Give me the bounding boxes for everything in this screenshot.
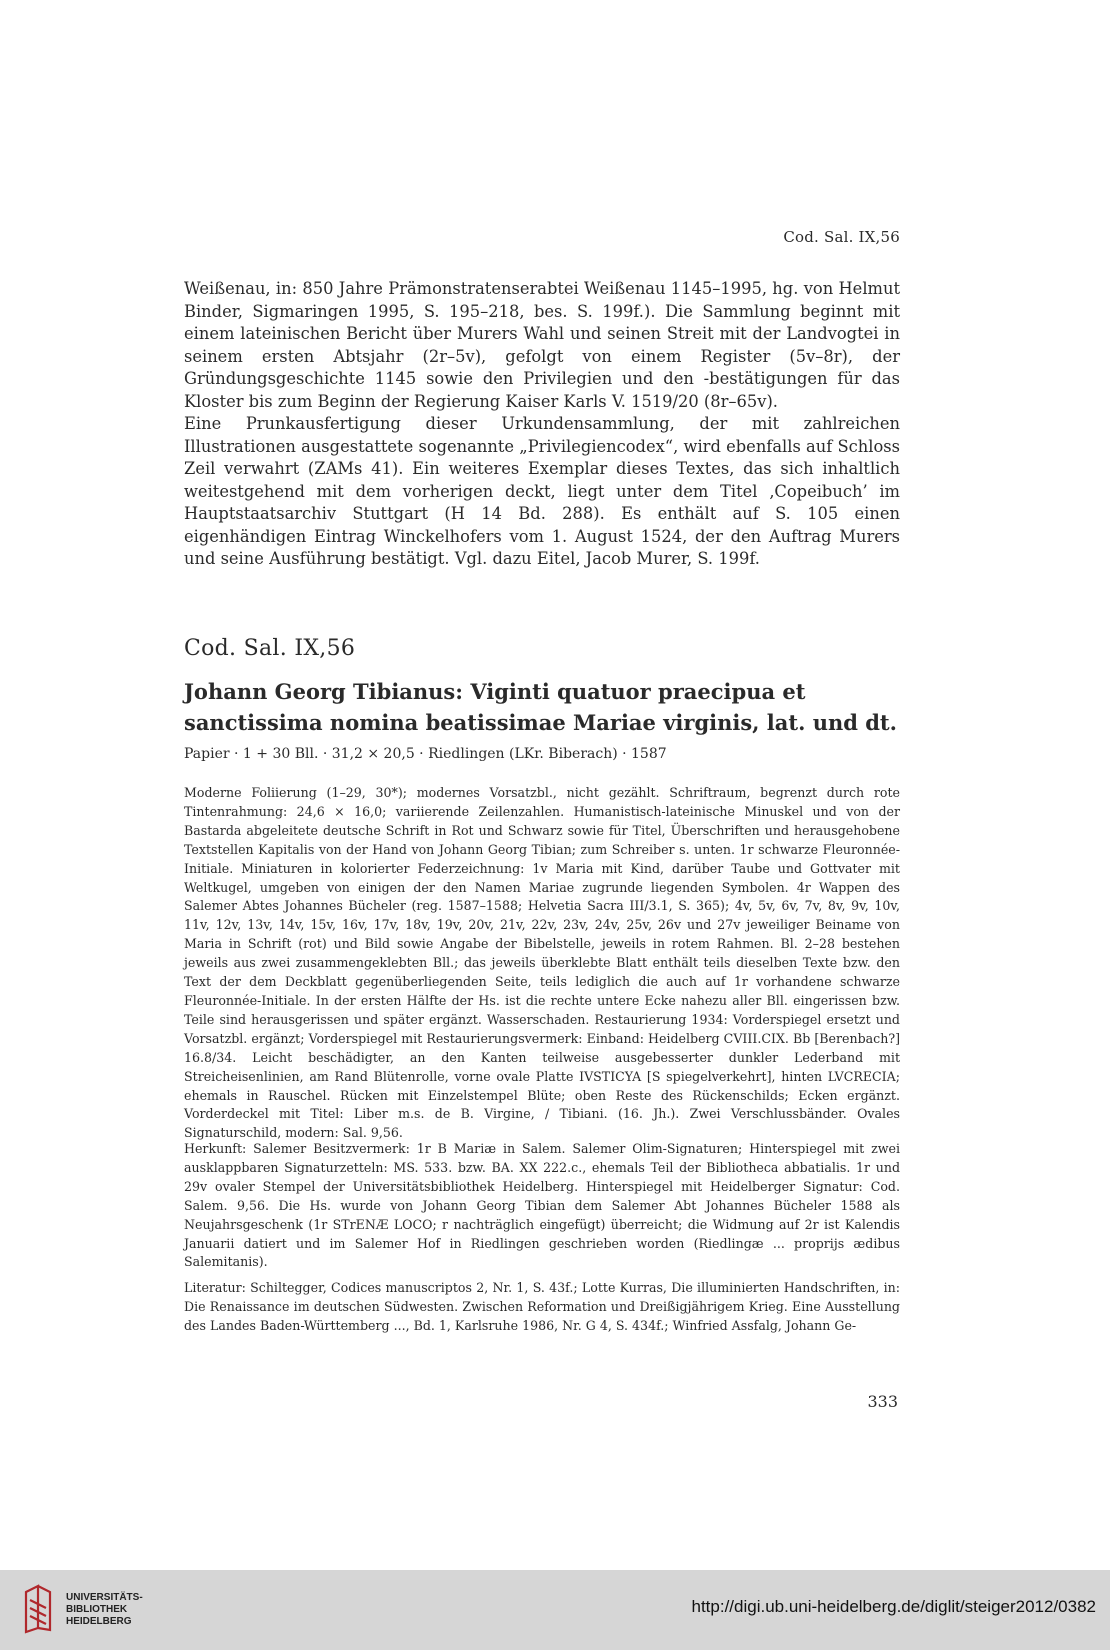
intro-paragraph-2: Eine Prunkausfertigung dieser Urkundensammlung, der mit zahlreichen Illustrationen ausgestattete sogenannte „Privilegiencodex“, wird ebenfalls auf Schloss Zeil verwahrt (ZAMs 41). Ein weiteres Exemplar dieses Textes, das sich inhaltlich weitestgehend mit dem vorherigen deckt, liegt unter dem Titel ‚Copeibuch’ im Hauptstaatsarchiv Stuttgart (H 14 Bd. 288). Es enthält auf S. 105 einen eigenhändigen Eintrag Winckelhofers vom 1. August 1524, der den Auftrag Murers und seine Ausführung bestätigt. Vgl. dazu Eitel, Jacob Murer, S. 199f. xyxy=(184,414,900,568)
entry-meta: Papier · 1 + 30 Bll. · 31,2 × 20,5 · Riedlingen (LKr. Biberach) · 1587 xyxy=(184,746,667,762)
entry-literature: Literatur: Schiltegger, Codices manuscriptos 2, Nr. 1, S. 43f.; Lotte Kurras, Die illuminierten Handschriften, in: Die Renaissance im deutschen Südwesten. Zwischen Reformation und Dreißigjährigem Krieg. Eine Ausstellung des Landes Baden-Württemberg ..., Bd. 1, Karlsruhe 1986, Nr. G 4, S. 434f.; Winfried Assfalg, Johann Ge- xyxy=(184,1280,900,1333)
library-name-line-3: HEIDELBERG xyxy=(66,1616,132,1627)
permalink-url[interactable]: http://digi.ub.uni-heidelberg.de/diglit/steiger2012/0382 xyxy=(691,1597,1096,1616)
library-logo-icon xyxy=(22,1582,62,1634)
library-name-line-2: BIBLIOTHEK xyxy=(66,1604,128,1615)
entry-description: Moderne Foliierung (1–29, 30*); modernes Vorsatzbl., nicht gezählt. Schriftraum, begrenzt durch rote Tintenrahmung: 24,6 × 16,0; variierende Zeilenzahlen. Humanistisch-lateinische Minuskel und von der Bastarda abgeleitete deutsche Schrift in Rot und Schwarz sowie für Titel, Überschriften und herausgehobene Textstellen Kapitalis von der Hand von Johann Georg Tibian; zum Schreiber s. unten. 1r schwarze Fleuronnée-Initiale. Miniaturen in kolorierter Federzeichnung: 1v Maria mit Kind, darüber Taube und Gottvater mit Weltkugel, umgeben von einigen der den Namen Mariae zugrunde liegenden Symbolen. 4r Wappen des Salemer Abtes Johannes Bücheler (reg. 1587–1588; Helvetia Sacra III/3.1, S. 365); 4v, 5v, 6v, 7v, 8v, 9v, 10v, 11v, 12v, 13v, 14v, 15v, 16v, 17v, 18v, 19v, 20v, 21v, 22v, 23v, 24v, 25v, 26v und 27v jeweiliger Beiname von Maria in Schrift (rot) und Bild sowie Angabe der Bibelstelle, jeweils in rotem Rahmen. Bl. 2–28 bestehen jeweils aus zwei zusammengeklebten Bll.; das jeweils überklebte Blatt enthält teils dieselben Texte bzw. den Text der dem Deckblatt gegenüberliegenden Seite, teils lediglich die auch auf 1r vorhandene schwarze Fleuronnée-Initiale. In der ersten Hälfte der Hs. ist die rechte untere Ecke nahezu aller Bll. eingerissen bzw. Teile sind herausgerissen und später ergänzt. Wasserschaden. Restaurierung 1934: Vorderspiegel ersetzt und Vorsatzbl. ergänzt; Vorderspiegel mit Restaurierungsvermerk: Einband: Heidelberg CVIII.CIX. Bb [Berenbach?] 16.8/34. Leicht beschädigter, an den Kanten teilweise ausgebesserter dunkler Lederband mit Streicheisenlinien, am Rand Blütenrolle, vorne ovale Platte IVSTICYA [S spiegelverkehrt], hinten LVCRECIA; ehemals in Rauschel. Rücken mit Einzelstempel Blüte; oben Reste des Rückenschilds; Ecken ergänzt. Vorderdeckel mit Titel: Liber m.s. de B. Virgine, / Tibiani. (16. Jh.). Zwei Verschlussbänder. Ovales Signaturschild, modern: Sal. 9,56. xyxy=(184,785,900,1141)
entry-provenance: Herkunft: Salemer Besitzvermerk: 1r B Mariæ in Salem. Salemer Olim-Signaturen; Hinterspiegel mit zwei ausklappbaren Signaturzetteln: MS. 533. bzw. BA. XX 222.c., ehemals Teil der Bibliotheca abbatialis. 1r und 29v ovaler Stempel der Universitätsbibliothek Heidelberg. Hinterspiegel mit Heidelberger Signatur: Cod. Salem. 9,56. Die Hs. wurde von Johann Georg Tibian dem Salemer Abt Johannes Bücheler 1588 als Neujahrsgeschenk (1r STrENÆ LOCO; r nachträglich eingefügt) überreicht; die Widmung auf 2r ist Kalendis Januarii datiert und im Salemer Hof in Riedlingen geschrieben worden (Riedlingæ ... proprijs ædibus Salemitanis). xyxy=(184,1141,900,1270)
entry-title: Johann Georg Tibianus: Viginti quatuor praecipua et sanctissima nomina beatissimae Mariae virginis, lat. und dt. xyxy=(184,679,897,735)
intro-continuation xyxy=(184,278,900,571)
library-name-line-1: UNIVERSITÄTS- xyxy=(66,1592,143,1603)
page-number: 333 xyxy=(867,1392,898,1411)
running-head: Cod. Sal. IX,56 xyxy=(783,228,900,246)
intro-paragraph-1: Weißenau, in: 850 Jahre Prämonstratenserabtei Weißenau 1145–1995, hg. von Helmut Binder, Sigmaringen 1995, S. 195–218, bes. S. 199f.). Die Sammlung beginnt mit einem lateinischen Bericht über Murers Wahl und seinen Streit mit der Landvogtei in seinem ersten Abtsjahr (2r–5v), gefolgt von einem Register (5v–8r), der Gründungsgeschichte 1145 sowie den Privilegien und den -bestätigungen für das Kloster bis zum Beginn der Regierung Kaiser Karls V. 1519/20 (8r–65v). xyxy=(184,279,900,411)
library-name xyxy=(66,1592,143,1628)
viewer-footer xyxy=(0,1570,1110,1650)
entry-signature: Cod. Sal. IX,56 xyxy=(184,636,356,661)
